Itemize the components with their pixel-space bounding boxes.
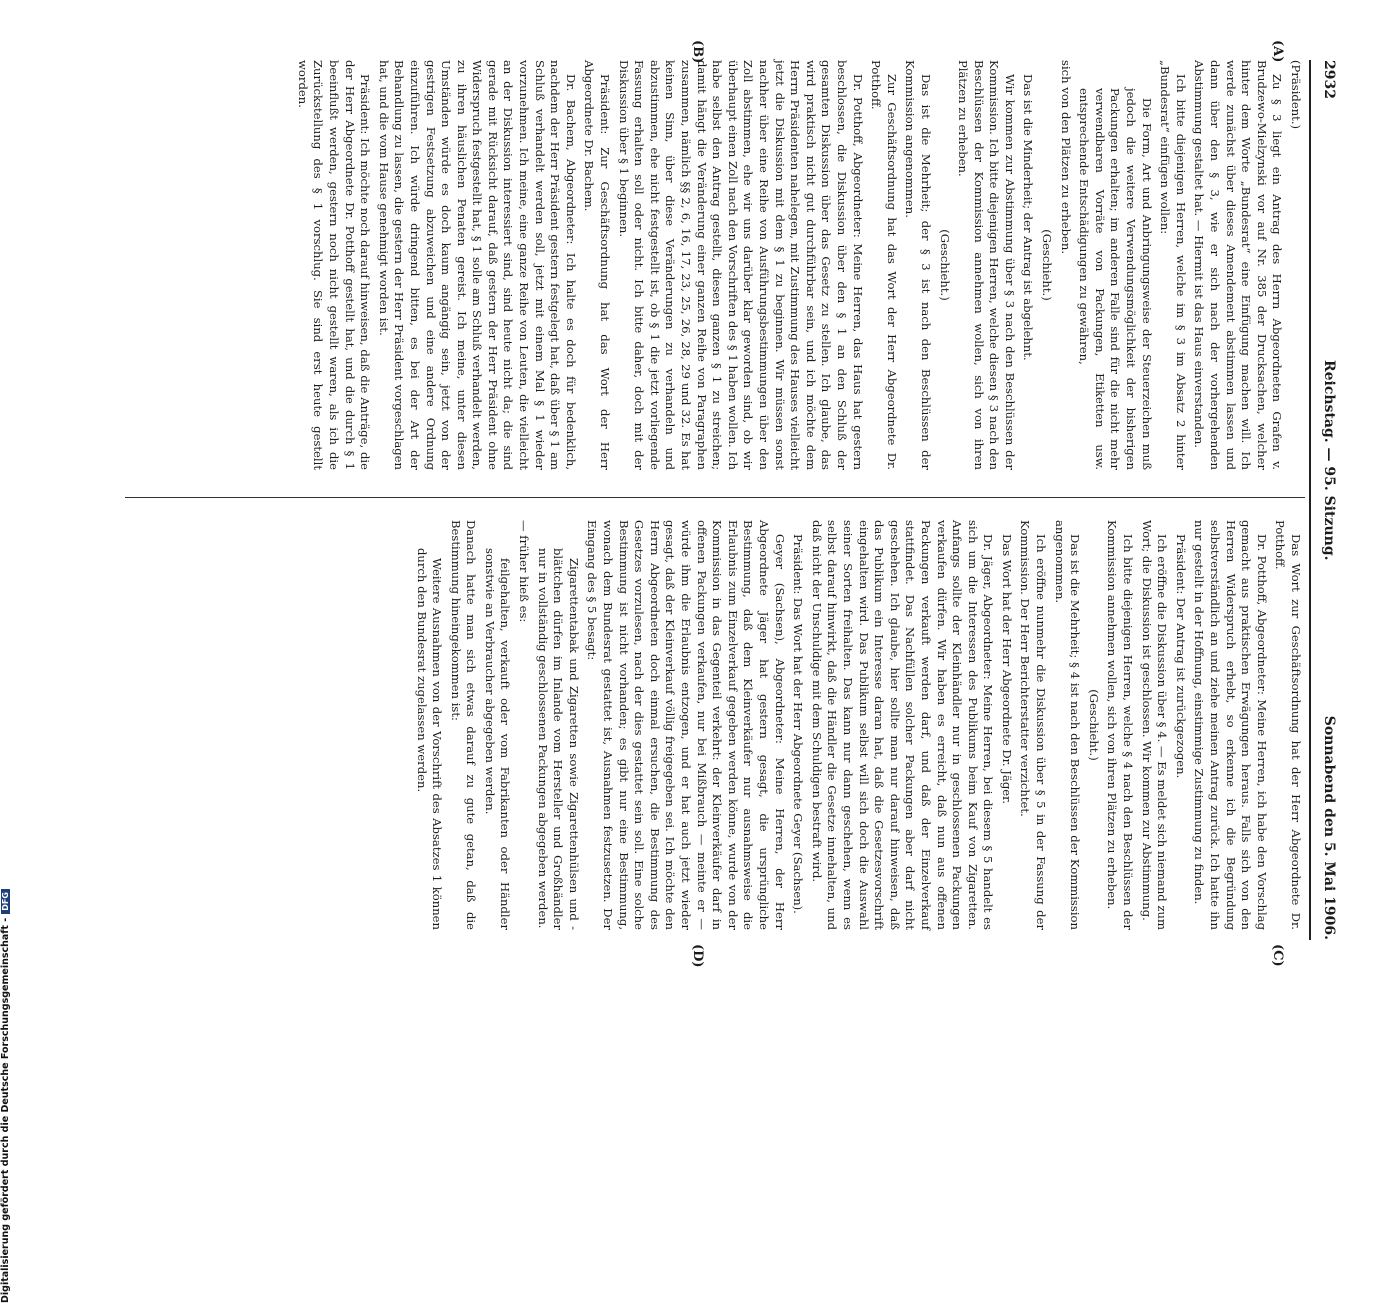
stage-direction: (Geschieht.)	[1040, 229, 1055, 301]
margin-mark-a: (A)	[1270, 40, 1285, 63]
paragraph: sich von den Plätzen zu erheben.	[1058, 60, 1073, 255]
page-header	[1311, 60, 1337, 940]
paragraph: Wir kommen zur Abstimmung über § 3 nach den Beschlüssen der Kommission. Ich bitte diejenigen Herren, welche diesen § 3 nach den Beschlüssen der Kommission annehmen wollen, sich von ihren Plätzen zu erheben.	[956, 60, 1017, 470]
speech-president: Präsident: Ich möchte noch darauf hinweisen, daß die Anträge, die der Herr Abgeordnete Dr. Potthoff gestellt hat, und die durch § 1 beeinflußt werden, gestern noch nicht gestellt waren, als ich die Zurückstellung des § 1 vorschlug. Sie sind erst heute gestellt worden.	[295, 60, 373, 470]
paragraph: Ich bitte diejenigen Herren, welche im § 3 im Absatz 2 hinter „Bundesrat“ einfügen wollen:	[1158, 60, 1188, 470]
footer-strip	[0, 0, 18, 1303]
stage-direction: (Geschieht.)	[1086, 689, 1101, 761]
margin-mark-c: (C)	[1270, 944, 1285, 967]
column-divider	[125, 497, 1305, 498]
right-column	[410, 520, 1303, 930]
paragraph: Das Wort zur Geschäftsordnung hat der Herr Abgeordnete Dr. Potthoff.	[1273, 520, 1303, 930]
paragraph: — früher hieß es:	[517, 520, 532, 623]
paragraph: Das Wort hat der Herr Abgeordnete Dr. Jäger.	[999, 534, 1014, 805]
paragraph: Das ist die Mehrheit; der § 3 ist nach den Beschlüssen der Kommission angenommen.	[903, 60, 933, 470]
speech-president: Präsident: Das Wort hat der Herr Abgeordnete Geyer (Sachsen).	[791, 534, 806, 914]
stage-direction: (Geschieht.)	[937, 229, 952, 301]
left-column	[291, 60, 1303, 470]
paragraph: (Präsident.)	[1289, 60, 1303, 130]
quotation: Zigarettentabak und Zigaretten sowie Zigarettenhülsen und -blättchen dürfen im Inlande vom Hersteller und Großhändler nur in vollständig geschlossenen Packungen abgegeben werden.	[535, 548, 581, 930]
dfg-logo: DFG	[1, 889, 10, 914]
speech-potthoff: Dr. Potthoff, Abgeordneter: Meine Herren, das Haus hat gestern beschlossen, die Diskussion über den § 1 an den Schluß der gesamten Diskussion über das Gesetz zu stellen. Ich glaube, das wird praktisch nicht gut durchführbar sein, und ich möchte dem Herrn Präsidenten nahelegen, mit Zustimmung des Hauses vielleicht jetzt die Diskussion mit dem § 1 zu beginnen. Wir müssen sonst nachher über eine Reihe von Ausführungsbestimmungen über den Zoll abstimmen, ehe wir uns darüber klar geworden sind, ob wir überhaupt einen Zoll nach den Vorschriften des § 1 haben wollen. Ich habe selbst den Antrag gestellt, diesen ganzen § 1 zu streichen; damit hängt die Veränderung einer ganzen Reihe von Paragraphen zusammen, nämlich §§ 2, 6, 16, 17, 23, 25, 26, 28, 29 und 32. Es hat keinen Sinn, über diese Veränderungen zu verhandeln und abzustimmen, ehe nicht festgestellt ist, ob § 1 die jetzt vorliegende Fassung erhalten soll oder nicht. Ich bitte daher, doch mit der Diskussion über § 1 beginnen.	[616, 60, 865, 470]
paragraph: Ich eröffne die Diskussion über § 4. — Es meldet sich niemand zum Wort; die Diskussion ist geschlossen. Wir kommen zur Abstimmung.	[1139, 520, 1170, 930]
speech-bachem: Dr. Bachem, Abgeordneter: Ich halte es doch für bedenklich, nachdem der Herr Präsident gestern festgelegt hat, daß über § 1 am Schluß verhandelt werden soll, jetzt mit einem Mal § 1 wieder vorzunehmen. Ich meine, eine ganze Reihe von Leuten, die vielleicht an der Diskussion interessiert sind, sind heute nicht da; die sind gerade mit Rücksicht darauf, daß gestern der Herr Präsident ohne Widerspruch festgestellt hat, § 1 solle am Schluß verhandelt werden, zu ihren häuslichen Penaten gereist. Ich meine, unter diesen Umständen würde es doch kaum angängig sein, jetzt von der gestrigen Festsetzung abzuweichen und eine andere Ordnung einzuführen. Ich würde dringend bitten, es bei der Art der Behandlung zu lassen, die gestern der Herr Präsident vorgeschlagen hat, und die vom Hause genehmigt worden ist.	[376, 60, 578, 470]
digitization-credit	[0, 323, 16, 1303]
quotation: feilgehalten, verkauft oder vom Fabrikanten oder Händler sonstwie an Verbraucher abgegeben werden.	[482, 548, 513, 930]
margin-mark-b: (B)	[690, 40, 705, 64]
speech-president: Präsident: Der Antrag ist zurückgezogen.	[1173, 534, 1188, 779]
speech-potthoff: Dr. Potthoff, Abgeordneter: Meine Herren, ich habe den Vorschlag gemacht aus praktischen Erwägungen heraus. Falls sich von den Herren Widerspruch erhebt, so erkenne ich die Begründung selbstverständlich an und ziehe meinen Antrag zurück. Ich hatte ihn nur gestellt in der Hoffnung, einstimmige Zustimmung zu finden.	[1192, 520, 1269, 930]
header-rule	[1309, 60, 1311, 940]
speech-president: Präsident: Zur Geschäftsordnung hat das Wort der Herr Abgeordnete Dr. Bachem.	[582, 60, 613, 470]
credit-text: Digitalisierung gefördert durch die Deutsche Forschungsgemeinschaft -	[0, 917, 11, 1303]
quotation: Weitere Ausnahmen von der Vorschrift des Absatzes 1 können durch den Bundesrat zugelassen werden.	[414, 548, 445, 930]
header-title: Reichstag. — 95. Sitzung.	[1321, 360, 1337, 561]
margin-mark-d: (D)	[690, 944, 705, 968]
paragraph: Ich bitte diejenigen Herren, welche § 4 nach den Beschlüssen der Kommission annehmen wollen, sich von ihren Plätzen zu erheben.	[1105, 520, 1136, 930]
page-number: 2932	[1321, 60, 1337, 99]
paragraph: Zu § 3 liegt ein Antrag des Herrn Abgeordneten Grafen v. Brudzewo-Mielzynski vor auf Nr. 385 der Drucksachen, welcher hinter dem Worte „Bundesrat“ eine Einfügung machen will. Ich werde zunächst über dieses Amendement abstimmen lassen und dann über den § 3, wie er sich nach der vorhergehenden Abstimmung gestaltet hat. — Hiermit ist das Haus einverstanden.	[1192, 60, 1285, 470]
speech-jaeger: Dr. Jäger, Abgeordneter: Meine Herren, bei diesem § 5 handelt es sich um die Interessen des Publikums beim Kauf von Zigaretten. Anfangs sollte der Kleinhändler nur in geschlossenen Packungen verkaufen dürfen. Wir haben es erreicht, daß nun aus offenen Packungen verkauft werden darf, und daß der Einzelverkauf stattfindet. Das Nachfüllen solcher Packungen aber darf nicht geschehen. Ich glaube, hier sollte man nur darauf hinweisen, daß das Publikum ein Interesse daran hat, daß die Gesetzesvorschrift eingehalten wird. Das Publikum selbst will sich doch die Auswahl seiner Sorten freihalten. Das kann nur dann geschehen, wenn es selbst darauf hinwirkt, daß die Händler die Gesetze innehalten, und daß nicht der Unschuldige mit dem Schuldigen bestraft wird.	[809, 520, 996, 930]
paragraph: Zur Geschäftsordnung hat das Wort der Herr Abgeordnete Dr. Potthoff.	[869, 60, 899, 470]
paragraph: Ich eröffne nunmehr die Diskussion über § 5 in der Fassung der Kommission. Der Herr Berichterstatter verzichtet.	[1018, 520, 1049, 930]
header-date: Sonnabend den 5. Mai 1906.	[1321, 715, 1337, 940]
paragraph: Das ist die Minderheit; der Antrag ist abgelehnt.	[1021, 74, 1036, 361]
paragraph: Danach hatte man sich etwas darauf zu gute getan, daß die Bestimmung hineingekommen ist:	[448, 520, 479, 930]
speech-geyer: Geyer (Sachsen), Abgeordneter: Meine Herren, der Herr Abgeordnete Jäger hat gestern gesagt, die ursprüngliche Bestimmung, daß dem Kleinverkäufer nur ausnahmsweise die Erlaubnis zum Einzelverkauf gegeben werden könne, wurde von der Kommission in das Gegenteil verkehrt: der Kleinverkäufer darf in offenen Packungen verkaufen, nur bei Mißbrauch — meinte er — würde ihm die Erlaubnis entzogen, und er hat auch jetzt wieder gesagt, daß der Kleinverkauf völlig freigegeben sei. Ich möchte den Herrn Abgeordneten doch einmal ersuchen, die Bestimmung des Gesetzes vorzulesen, nach der dies gestattet sein soll. Eine solche Bestimmung ist nicht vorhanden; es gibt nur eine Bestimmung, wonach dem Bundesrat gestattet ist, Ausnahmen festzusetzen. Der Eingang des § 5 besagt:	[585, 520, 787, 930]
document-page	[45, 0, 1345, 1000]
quotation: Die Form, Art und Anbringungsweise der Steuerzeichen muß jedoch die weitere Verwendungsmöglichkeit der bisherigen Packungen erhalten; im anderen Falle sind für die nicht mehr verwendbaren Vorräte von Packungen, Etiketten usw. entsprechende Entschädigungen zu gewähren,	[1077, 88, 1154, 470]
paragraph: Das ist die Mehrheit; § 4 ist nach den Beschlüssen der Kommission angenommen.	[1052, 520, 1083, 930]
